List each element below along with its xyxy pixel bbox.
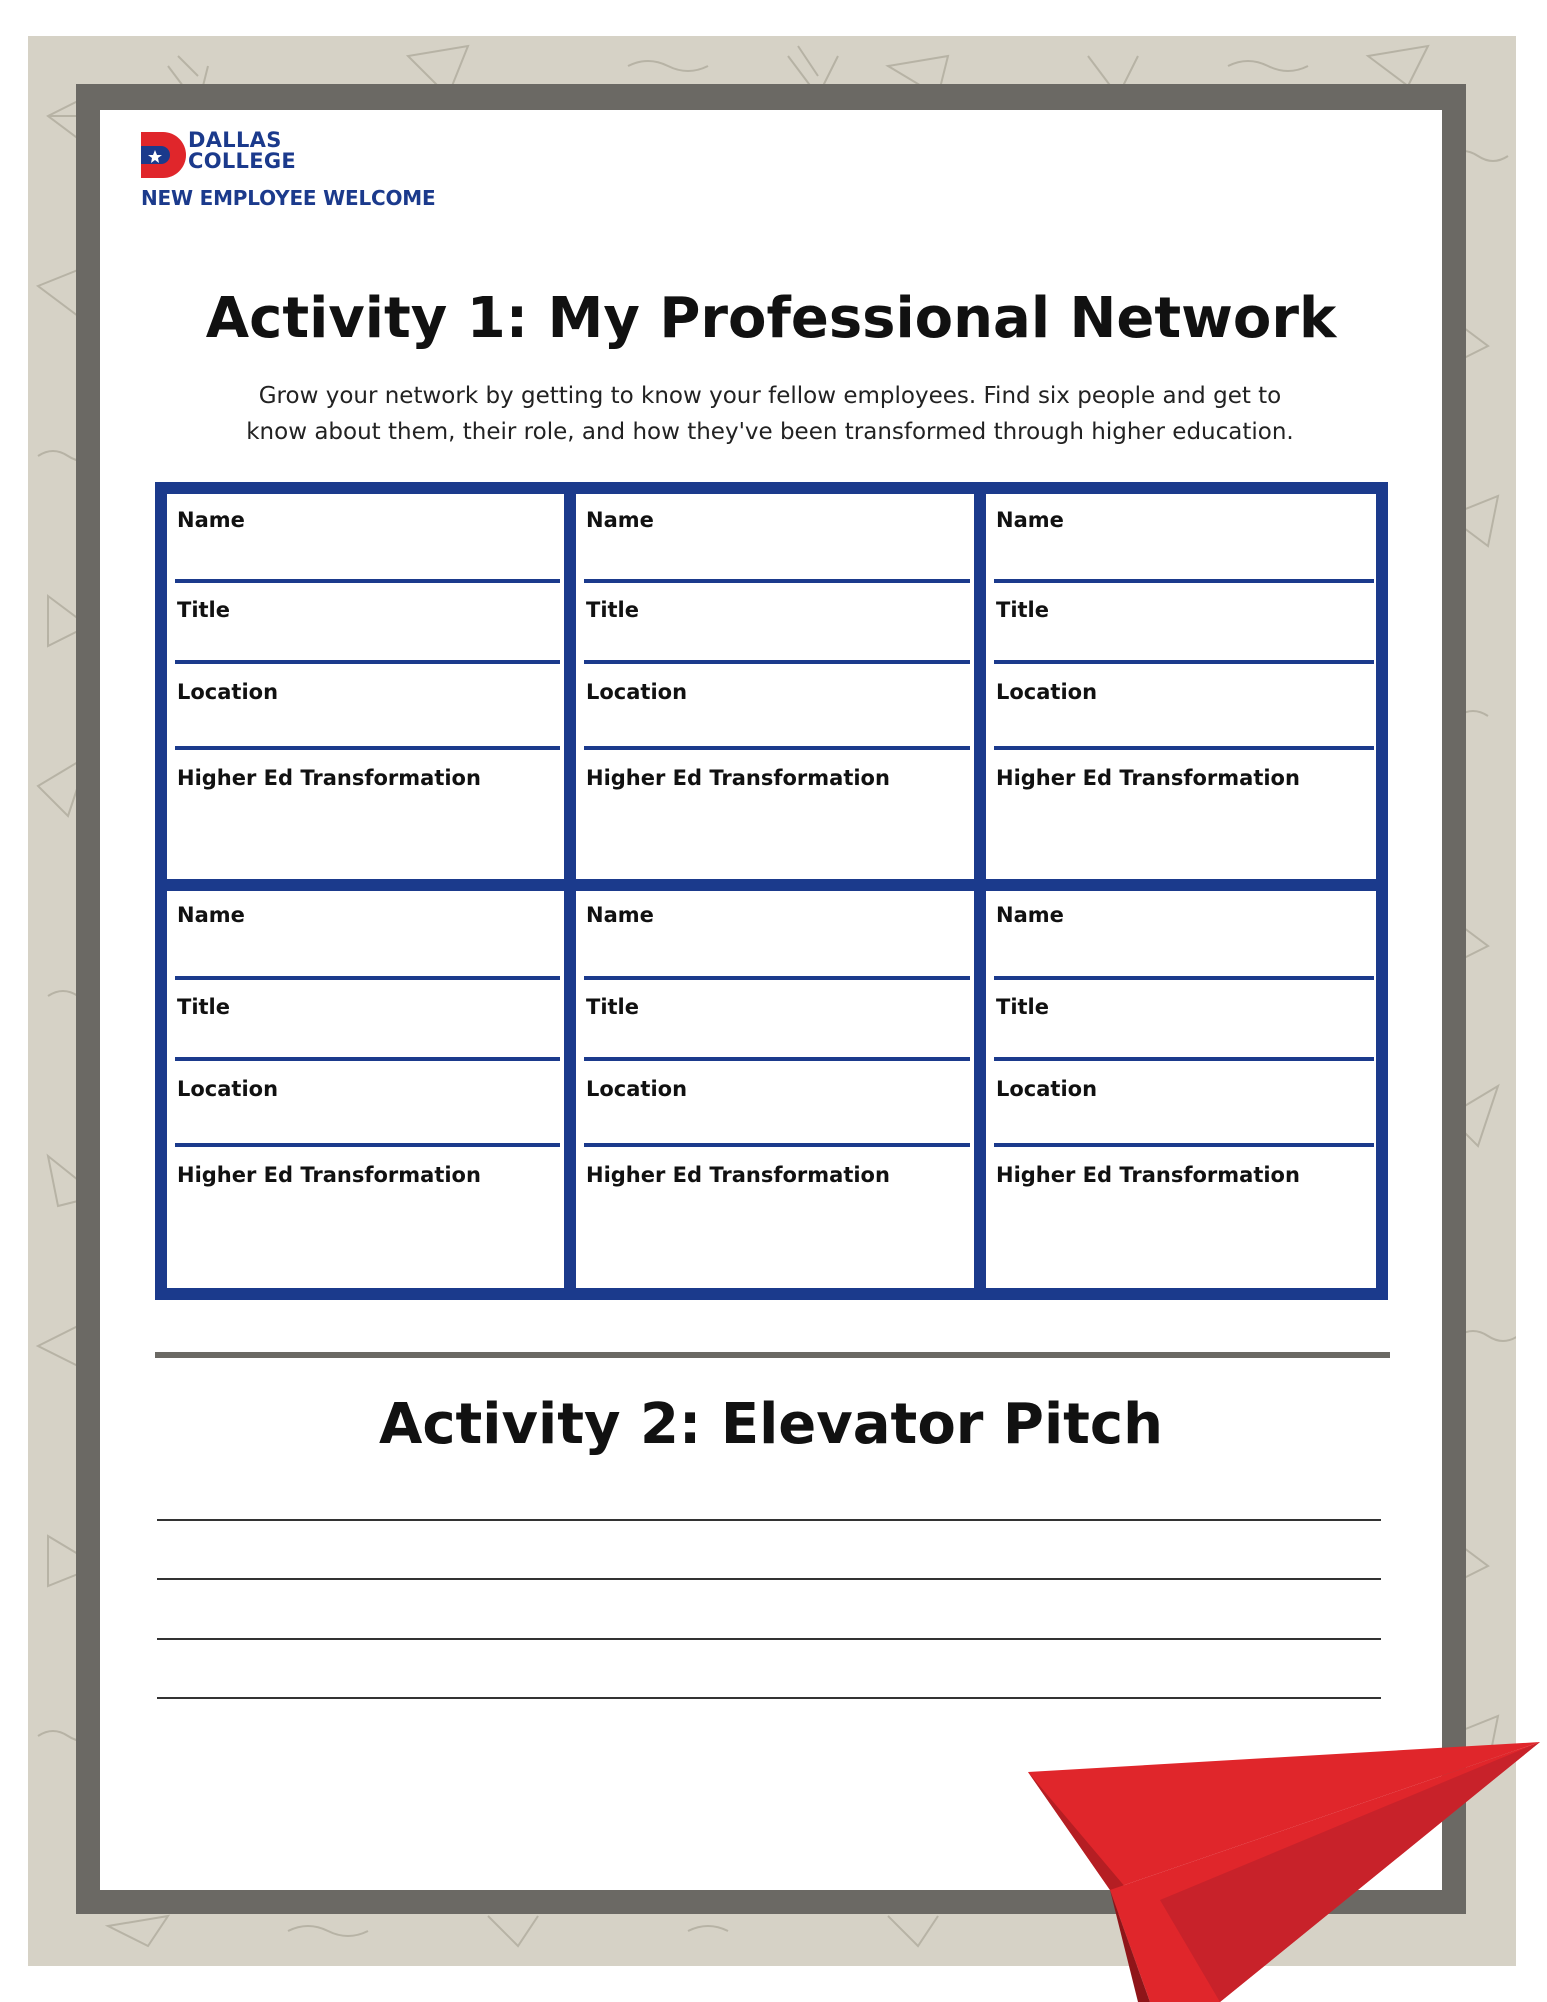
network-card-1: [167, 494, 564, 879]
activity2-title: Activity 2: Elevator Pitch: [379, 1392, 1163, 1457]
name-label: Name: [996, 508, 1064, 532]
program-subtitle: NEW EMPLOYEE WELCOME: [141, 186, 436, 210]
location-label: Location: [996, 680, 1098, 704]
title-label: Title: [586, 598, 640, 622]
title-label: Title: [177, 995, 231, 1019]
transformation-label: Higher Ed Transformation: [996, 766, 1300, 790]
title-input-line[interactable]: [994, 660, 1374, 664]
title-input-line[interactable]: [584, 660, 970, 664]
network-card-2: [576, 494, 974, 879]
location-input-line[interactable]: [175, 746, 560, 750]
transformation-label: Higher Ed Transformation: [586, 1163, 890, 1187]
name-input-line[interactable]: [994, 579, 1374, 583]
name-label: Name: [586, 508, 654, 532]
name-label: Name: [586, 903, 654, 927]
transformation-label: Higher Ed Transformation: [996, 1163, 1300, 1187]
intro-line-1: Grow your network by getting to know your fellow employees. Find six people and get to: [258, 383, 1282, 409]
transformation-label: Higher Ed Transformation: [177, 1163, 481, 1187]
title-label: Title: [996, 598, 1050, 622]
activity1-intro: [150, 378, 1390, 450]
section-divider: [155, 1352, 1390, 1358]
paper-airplane-icon: [1020, 1740, 1547, 2002]
location-label: Location: [996, 1077, 1098, 1101]
pitch-writing-line-2[interactable]: [157, 1578, 1381, 1580]
name-input-line[interactable]: [175, 579, 560, 583]
network-card-3: [986, 494, 1376, 879]
logo-line-2: COLLEGE: [188, 149, 297, 173]
logo-wordmark: [188, 130, 296, 172]
intro-line-2: know about them, their role, and how they've been transformed through higher education.: [246, 419, 1294, 445]
location-input-line[interactable]: [175, 1143, 560, 1147]
pitch-writing-line-3[interactable]: [157, 1638, 1381, 1640]
logo-line-1: DALLAS: [188, 128, 282, 152]
activity1-title: Activity 1: My Professional Network: [205, 286, 1337, 351]
location-input-line[interactable]: [584, 1143, 970, 1147]
network-card-5: [576, 891, 974, 1288]
title-input-line[interactable]: [175, 660, 560, 664]
name-input-line[interactable]: [175, 976, 560, 980]
pitch-writing-line-1[interactable]: [157, 1519, 1381, 1521]
name-input-line[interactable]: [584, 579, 970, 583]
location-label: Location: [586, 1077, 688, 1101]
location-label: Location: [177, 680, 279, 704]
pitch-writing-line-4[interactable]: [157, 1697, 1381, 1699]
location-input-line[interactable]: [584, 746, 970, 750]
transformation-label: Higher Ed Transformation: [586, 766, 890, 790]
title-input-line[interactable]: [584, 1057, 970, 1061]
network-card-4: [167, 891, 564, 1288]
network-card-6: [986, 891, 1376, 1288]
location-input-line[interactable]: [994, 746, 1374, 750]
title-label: Title: [177, 598, 231, 622]
title-label: Title: [586, 995, 640, 1019]
name-label: Name: [996, 903, 1064, 927]
location-label: Location: [586, 680, 688, 704]
title-label: Title: [996, 995, 1050, 1019]
transformation-label: Higher Ed Transformation: [177, 766, 481, 790]
name-input-line[interactable]: [584, 976, 970, 980]
network-grid: [155, 482, 1388, 1300]
name-label: Name: [177, 508, 245, 532]
title-input-line[interactable]: [175, 1057, 560, 1061]
name-label: Name: [177, 903, 245, 927]
location-input-line[interactable]: [994, 1143, 1374, 1147]
title-input-line[interactable]: [994, 1057, 1374, 1061]
location-label: Location: [177, 1077, 279, 1101]
name-input-line[interactable]: [994, 976, 1374, 980]
